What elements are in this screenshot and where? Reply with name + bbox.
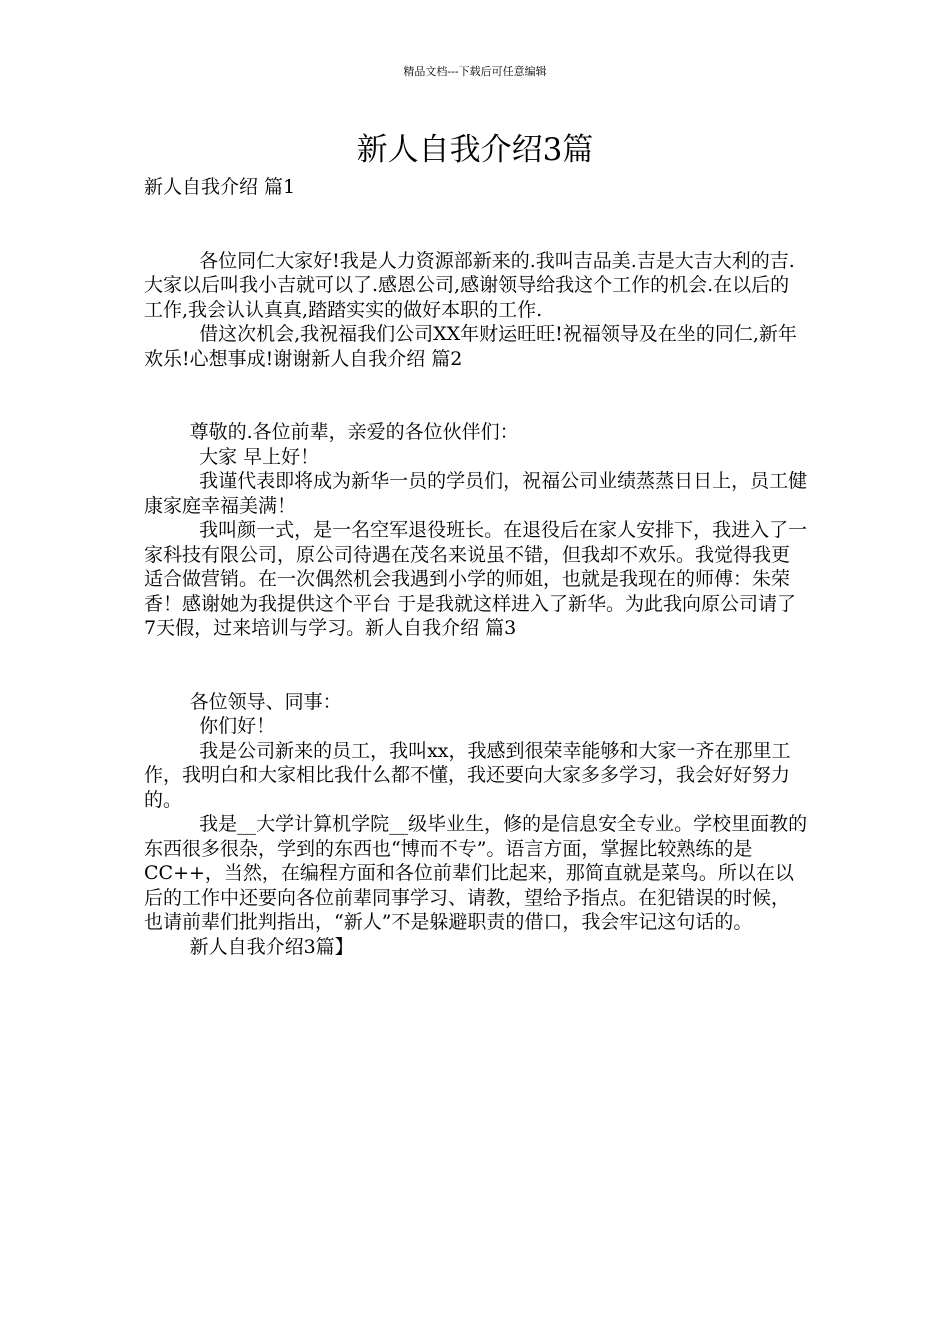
- closing-line: 新人自我介绍3篇】: [189, 935, 354, 958]
- greeting: 你们好！: [199, 715, 276, 737]
- document-title: 新人自我介绍3篇: [356, 132, 594, 168]
- spacer: [144, 371, 808, 420]
- salutation: 各位领导、同事：: [189, 690, 342, 713]
- paragraph: 我谨代表即将成为新华一员的学员们，祝福公司业绩蒸蒸日日上，员工健康家庭幸福美满！: [144, 470, 808, 517]
- salutation: 尊敬的.各位前辈，亲爱的各位伙伴们：: [189, 421, 519, 443]
- paragraph: 我叫颜一式，是一名空军退役班长。在退役后在家人安排下，我进入了一家科技有限公司，原公司待遇在茂名来说虽不错，但我却不欢乐。我觉得我更适合做营销。在一次偶然机会我遇到小学的师姐，也就是我现在的师傅：朱荣香！感谢她为我提供这个平台 于是我就这样进入了新华。为此我向原公司请了7天假，过来培训与学习。新人自我介绍 篇3: [144, 519, 808, 639]
- header-note: 精品文档---下载后可任意编辑: [403, 65, 547, 78]
- paragraph: 借这次机会,我祝福我们公司XX年财运旺旺!祝福领导及在坐的同仁,新年欢乐!心想事成!谢谢新人自我介绍 篇2: [144, 323, 797, 370]
- paragraph: 我是__大学计算机学院__级毕业生，修的是信息安全专业。学校里面教的东西很多很杂，学到的东西也“博而不专”。语言方面，掌握比较熟练的是CC++，当然，在编程方面和各位前辈们比起来，那简直就是菜鸟。所以在以后的工作中还要向各位前辈同事学习、请教，望给予指点。在犯错误的时候，也请前辈们批判指出，“新人”不是躲避职责的借口，我会牢记这句话的。: [144, 813, 808, 933]
- document-body: [144, 175, 808, 959]
- spacer: [144, 641, 808, 690]
- paragraph: 各位同仁大家好!我是人力资源部新来的.我叫吉品美.吉是大吉大利的吉.大家以后叫我小吉就可以了.感恩公司,感谢领导给我这个工作的机会.在以后的工作,我会认认真真,踏踏实实的做好本职的工作.: [144, 249, 795, 321]
- spacer: [144, 200, 808, 249]
- greeting: 大家 早上好！: [199, 445, 320, 468]
- paragraph: 我是公司新来的员工，我叫xx，我感到很荣幸能够和大家一齐在那里工作，我明白和大家相比我什么都不懂，我还要向大家多多学习，我会好好努力的。: [144, 739, 791, 811]
- section-heading-1: 新人自我介绍 篇1: [144, 176, 296, 198]
